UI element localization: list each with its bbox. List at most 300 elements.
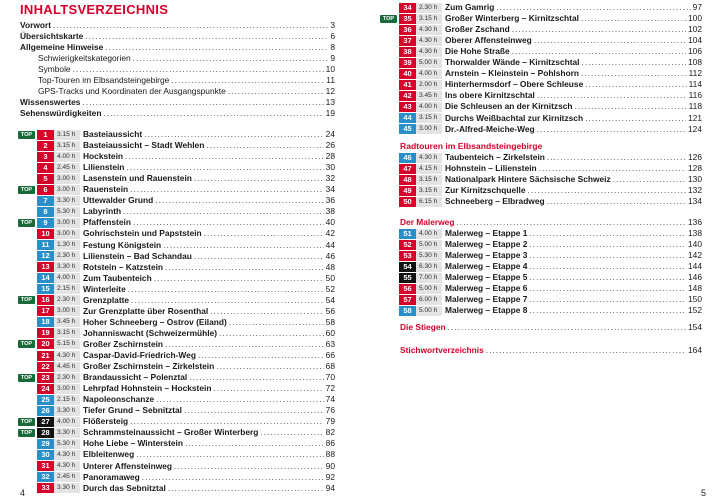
tour-page: 63 — [325, 338, 335, 349]
tour-row[interactable] — [380, 124, 702, 135]
leader-dots — [103, 108, 323, 119]
toc-page: 8 — [330, 42, 335, 52]
leader-dots — [123, 206, 324, 217]
tour-number-badge: 51 — [399, 229, 416, 239]
top-badge: TOP — [18, 219, 35, 227]
tour-number-badge: 21 — [37, 351, 54, 361]
toc-label: Allgemeine Hinweise — [20, 42, 104, 52]
tour-duration: 3.00 h — [54, 185, 80, 195]
tour-row[interactable] — [380, 185, 702, 196]
tour-page: 92 — [325, 471, 335, 482]
tour-duration: 6.15 h — [416, 197, 442, 207]
toc-row-stichwortverzeichnis[interactable] — [400, 345, 702, 356]
top-badge-slot — [380, 176, 397, 184]
tour-page: 128 — [688, 163, 702, 174]
tour-row[interactable] — [18, 129, 335, 140]
tour-row[interactable] — [18, 438, 335, 449]
tour-row[interactable] — [380, 79, 702, 90]
tour-row[interactable] — [18, 184, 335, 195]
tour-number-badge: 12 — [37, 251, 54, 261]
tour-row[interactable] — [380, 68, 702, 79]
tour-number-badge: 17 — [37, 306, 54, 316]
tour-duration: 3.00 h — [54, 229, 80, 239]
tour-number-badge: 23 — [37, 373, 54, 383]
tour-duration: 3.15 h — [416, 186, 442, 196]
top-badge-slot — [18, 197, 35, 205]
tour-duration: 2.15 h — [54, 284, 80, 294]
tour-duration: 3.30 h — [54, 196, 80, 206]
tour-number-badge: 47 — [399, 164, 416, 174]
leader-dots — [547, 196, 686, 207]
leader-dots — [105, 42, 328, 53]
tour-number-badge: 26 — [37, 406, 54, 416]
tour-title: Großer Winterberg – Kirnitzschtal — [445, 13, 579, 24]
tour-number-badge: 5 — [37, 174, 54, 184]
top-badge-slot — [18, 462, 35, 470]
tour-page: 72 — [325, 383, 335, 394]
leader-dots — [529, 294, 686, 305]
tour-duration: 4.15 h — [416, 164, 442, 174]
tour-title: Labyrinth — [83, 206, 122, 217]
tour-duration: 2.00 h — [416, 80, 442, 90]
tour-row[interactable] — [380, 163, 702, 174]
tour-duration: 5.00 h — [416, 58, 442, 68]
top-badge-slot — [18, 329, 35, 337]
tour-row[interactable] — [18, 140, 335, 151]
tour-duration: 4.00 h — [416, 102, 442, 112]
tour-row[interactable] — [18, 228, 335, 239]
tour-page: 58 — [325, 316, 335, 327]
top-badge-slot — [380, 230, 397, 238]
tour-row[interactable] — [18, 472, 335, 483]
top-badge-slot — [380, 92, 397, 100]
top-badge: TOP — [18, 131, 35, 139]
leader-dots — [213, 383, 323, 394]
tour-row[interactable] — [18, 372, 335, 383]
tour-number-badge: 30 — [37, 450, 54, 460]
leader-dots — [133, 53, 329, 64]
tour-page: 44 — [325, 239, 335, 250]
tour-row[interactable] — [18, 405, 335, 416]
tour-duration: 4.00 h — [416, 69, 442, 79]
tour-number-badge: 57 — [399, 295, 416, 305]
tour-duration: 4.30 h — [54, 450, 80, 460]
tour-row[interactable] — [380, 283, 702, 294]
top-badge-slot — [380, 198, 397, 206]
tour-number-badge: 55 — [399, 273, 416, 283]
tour-title: Lasensteín und Rauenstein — [83, 173, 192, 184]
leader-dots — [194, 173, 324, 184]
tour-page: 70 — [325, 372, 335, 383]
tour-row[interactable] — [380, 250, 702, 261]
leader-dots — [189, 372, 323, 383]
tour-row[interactable] — [18, 162, 335, 173]
tour-row[interactable] — [18, 217, 335, 228]
tour-number-badge: 54 — [399, 262, 416, 272]
toc-row[interactable] — [38, 86, 335, 97]
tour-row[interactable] — [18, 383, 335, 394]
leader-dots — [82, 97, 323, 108]
leader-dots — [168, 483, 324, 494]
tour-row[interactable] — [18, 427, 335, 438]
tour-page: 97 — [692, 2, 702, 12]
top-badge-slot — [380, 241, 397, 249]
top-badge-slot — [380, 114, 397, 122]
tour-title: Hoher Schneeberg – Ostrov (Eiland) — [83, 316, 227, 327]
tour-row[interactable] — [380, 174, 702, 185]
tour-number-badge: 1 — [37, 130, 54, 140]
tour-title: Caspar-David-Friedrich-Weg — [83, 350, 196, 360]
tour-number-badge: 36 — [399, 25, 416, 35]
top-badge-slot — [380, 252, 397, 260]
tour-row[interactable] — [380, 13, 702, 24]
tour-title: Großer Zschirnstein – Zirkelstein — [83, 361, 215, 372]
tour-title: Hockstein — [83, 151, 124, 162]
leader-dots — [155, 195, 323, 206]
tour-row[interactable] — [380, 2, 702, 13]
tour-page: 134 — [688, 196, 702, 207]
page-number-left: 4 — [20, 488, 26, 498]
tour-page: 132 — [688, 185, 702, 196]
top-badge: TOP — [380, 15, 397, 23]
leader-dots — [126, 162, 323, 173]
tour-page: 24 — [325, 129, 335, 139]
toc-label: Vorwort — [20, 20, 52, 30]
tour-row[interactable] — [18, 295, 335, 306]
tour-page: 118 — [688, 101, 702, 112]
tour-number-badge: 41 — [399, 80, 416, 90]
tour-number-badge: 11 — [37, 240, 54, 250]
tour-page: 104 — [688, 35, 702, 46]
right-page — [360, 0, 720, 504]
tour-page: 32 — [325, 173, 335, 184]
tour-row[interactable] — [18, 262, 335, 273]
tour-row[interactable] — [18, 449, 335, 460]
tour-duration: 2.45 h — [54, 163, 80, 173]
top-badge-slot — [18, 153, 35, 161]
tour-row[interactable] — [18, 240, 335, 251]
toc-label: Die Stiegen — [400, 322, 446, 332]
tour-row[interactable] — [380, 239, 702, 250]
toc-label: GPS-Tracks und Koordinaten der Ausgangspunkte — [38, 86, 226, 96]
tour-number-badge: 33 — [37, 483, 54, 493]
leader-dots — [529, 250, 686, 261]
tour-title: Malerweg – Etappe 1 — [445, 228, 528, 238]
tour-page: 94 — [325, 482, 335, 493]
tour-row[interactable] — [380, 101, 702, 112]
leader-dots — [512, 24, 686, 35]
tour-number-badge: 10 — [37, 229, 54, 239]
tour-page: 82 — [325, 427, 335, 438]
top-badge-slot — [18, 175, 35, 183]
tour-page: 28 — [325, 151, 335, 162]
tour-duration: 3.30 h — [54, 428, 80, 438]
toc-row[interactable] — [20, 97, 335, 108]
tour-duration: 4.00 h — [54, 273, 80, 283]
tour-row[interactable] — [380, 228, 702, 239]
leader-dots — [260, 427, 323, 438]
toc-row[interactable] — [20, 31, 335, 42]
leader-dots — [229, 317, 324, 328]
tour-duration: 5.00 h — [416, 284, 442, 294]
tour-page: 140 — [688, 239, 702, 250]
tour-duration: 4.00 h — [54, 417, 80, 427]
leader-dots — [581, 68, 687, 79]
tour-title: Großer Zschand — [445, 24, 510, 35]
tour-row[interactable] — [380, 24, 702, 35]
tour-row[interactable] — [18, 195, 335, 206]
leader-dots — [448, 322, 686, 333]
toc-row[interactable] — [20, 42, 335, 53]
tour-page: 42 — [325, 228, 335, 239]
tour-title: Flößersteig — [83, 416, 129, 427]
top-badge-slot — [18, 142, 35, 150]
tour-row[interactable] — [380, 57, 702, 68]
top-badge-slot — [380, 4, 397, 12]
tour-duration: 2.30 h — [54, 373, 80, 383]
top-badge: TOP — [18, 186, 35, 194]
tour-title: Nationalpark Hintere Sächsische Schweiz — [445, 174, 611, 185]
tour-title: Hohnstein – Lilienstein — [445, 163, 537, 174]
top-badge-slot — [18, 307, 35, 315]
tour-page: 66 — [325, 350, 335, 360]
tour-row[interactable] — [18, 251, 335, 262]
tour-duration: 5.00 h — [416, 306, 442, 316]
tour-row[interactable] — [18, 173, 335, 184]
leader-dots — [133, 217, 324, 228]
tour-duration: 1.30 h — [54, 240, 80, 250]
tour-duration: 2.45 h — [54, 472, 80, 482]
tour-duration: 2.30 h — [54, 251, 80, 261]
tour-row[interactable] — [380, 294, 702, 305]
tour-row[interactable] — [18, 394, 335, 405]
top-badge-slot — [380, 263, 397, 271]
toc-page: 3 — [330, 20, 335, 30]
tour-title: Malerweg – Etappe 7 — [445, 294, 528, 305]
tour-duration: 5.30 h — [54, 207, 80, 217]
leader-dots — [219, 328, 324, 339]
leader-dots — [537, 90, 687, 101]
tour-row[interactable] — [18, 350, 335, 361]
toc-page: 164 — [688, 345, 702, 355]
leader-dots — [529, 305, 686, 316]
leader-dots — [456, 217, 686, 228]
tour-row[interactable] — [380, 305, 702, 316]
tour-page: 142 — [688, 250, 702, 261]
tour-title: Hohe Liebe – Winterstein — [83, 438, 183, 449]
tour-row[interactable] — [18, 461, 335, 472]
toc-row-stiegen[interactable] — [400, 322, 702, 333]
tour-page: 86 — [325, 438, 335, 449]
tour-row[interactable] — [18, 317, 335, 328]
tour-title: Zum Taubenteich — [83, 272, 152, 283]
tour-page: 52 — [325, 283, 335, 294]
tour-page: 126 — [688, 152, 702, 162]
tour-duration: 3.15 h — [416, 113, 442, 123]
tour-title: Panoramaweg — [83, 471, 140, 482]
tour-page: 40 — [325, 217, 335, 228]
tour-row[interactable] — [18, 206, 335, 217]
tour-row[interactable] — [18, 151, 335, 162]
top-badge-slot — [380, 103, 397, 111]
toc-page: 12 — [325, 86, 335, 96]
toc-page: 154 — [688, 322, 702, 332]
tour-duration: 4.00 h — [54, 152, 80, 162]
leader-dots — [528, 185, 687, 196]
tour-page: 150 — [688, 294, 702, 305]
tour-row[interactable] — [380, 196, 702, 207]
toc-row[interactable] — [38, 64, 335, 75]
tour-row[interactable] — [18, 328, 335, 339]
top-badge: TOP — [18, 429, 35, 437]
tour-page: 34 — [325, 184, 335, 195]
toc-label: Top-Touren im Elbsandsteingebirge — [38, 75, 170, 85]
leader-dots — [585, 113, 686, 124]
leader-dots — [581, 13, 686, 24]
tour-duration: 3.30 h — [54, 406, 80, 416]
tour-number-badge: 35 — [399, 14, 416, 24]
leader-dots — [125, 151, 324, 162]
tour-number-badge: 46 — [399, 153, 416, 163]
tour-duration: 6.00 h — [416, 295, 442, 305]
toc-row-malerweg[interactable] — [400, 217, 702, 228]
toc-row[interactable] — [38, 53, 335, 64]
tour-row[interactable] — [380, 46, 702, 57]
top-badge-slot — [380, 125, 397, 133]
top-badge-slot — [18, 451, 35, 459]
tour-row[interactable] — [18, 416, 335, 427]
leader-dots — [534, 35, 686, 46]
tour-number-badge: 56 — [399, 284, 416, 294]
tour-title: Gohrischstein und Papststein — [83, 228, 202, 239]
tour-title: Thorwalder Wände – Kirnitzschtal — [445, 57, 580, 68]
tour-row[interactable] — [18, 273, 335, 284]
tour-page: 108 — [688, 57, 702, 68]
leader-dots — [228, 86, 324, 97]
top-badge-slot — [380, 296, 397, 304]
tour-title: Oberer Affensteinweg — [445, 35, 532, 46]
tour-title: Durch das Sebnitztal — [83, 482, 166, 493]
tour-page: 76 — [325, 405, 335, 416]
tour-duration: 3.15 h — [416, 14, 442, 24]
tour-duration: 2.30 h — [416, 3, 442, 13]
top-badge-slot — [18, 318, 35, 326]
tour-row[interactable] — [380, 152, 702, 163]
tour-number-badge: 8 — [37, 207, 54, 217]
leader-dots — [165, 339, 324, 350]
leader-dots — [198, 350, 324, 361]
tour-row[interactable] — [18, 284, 335, 295]
tour-number-badge: 48 — [399, 175, 416, 185]
tour-page: 38 — [325, 206, 335, 217]
tour-title: Basteiaussicht – Stadt Wehlen — [83, 140, 205, 151]
leader-dots — [206, 140, 323, 151]
leader-dots — [529, 239, 686, 250]
tour-row[interactable] — [18, 306, 335, 317]
tour-title: Unterer Affensteinweg — [83, 460, 173, 471]
tour-row[interactable] — [380, 90, 702, 101]
tour-row[interactable] — [380, 272, 702, 283]
toc-row[interactable] — [20, 20, 335, 31]
tour-title: Malerweg – Etappe 3 — [445, 250, 528, 261]
toc-row[interactable] — [20, 108, 335, 119]
tour-duration: 4.00 h — [416, 229, 442, 239]
tour-title: Die Hohe Straße — [445, 46, 510, 57]
tour-page: 46 — [325, 250, 335, 261]
leader-dots — [486, 345, 686, 356]
tour-duration: 3.30 h — [54, 262, 80, 272]
tour-page: 88 — [325, 449, 335, 460]
tour-title: Pfaffenstein — [83, 217, 131, 228]
leader-dots — [529, 272, 686, 283]
tour-row[interactable] — [18, 339, 335, 350]
tour-number-badge: 18 — [37, 317, 54, 327]
top-badge-slot — [380, 59, 397, 67]
tour-page: 102 — [688, 24, 702, 35]
leader-dots — [529, 261, 686, 272]
tour-title: Lilienstein — [83, 162, 125, 173]
top-badge-slot — [380, 70, 397, 78]
leader-dots — [142, 472, 324, 483]
tour-page: 124 — [688, 123, 702, 134]
tour-row[interactable] — [380, 261, 702, 272]
tour-title: Napoleonschanze — [83, 394, 155, 405]
tour-page: 112 — [688, 68, 702, 79]
tour-page: 152 — [688, 305, 702, 316]
tour-row[interactable] — [380, 35, 702, 46]
top-badge-slot — [18, 164, 35, 172]
tour-row[interactable] — [18, 361, 335, 372]
tour-duration: 3.00 h — [54, 218, 80, 228]
leader-dots — [131, 295, 324, 306]
tour-page: 26 — [325, 140, 335, 151]
tour-title: Elbleitenweg — [83, 449, 135, 460]
tour-row[interactable] — [380, 113, 702, 124]
toc-row[interactable] — [38, 75, 335, 86]
leader-dots — [216, 361, 323, 372]
tour-duration: 3.45 h — [416, 91, 442, 101]
leader-dots — [130, 416, 324, 427]
top-badge-slot — [380, 187, 397, 195]
tour-title: Johanniswacht (Schweizermühle) — [83, 327, 218, 338]
top-badge-slot — [18, 241, 35, 249]
toc-label: Stichwortverzeichnis — [400, 345, 484, 355]
leader-dots — [85, 31, 328, 42]
top-badge: TOP — [18, 340, 35, 348]
tour-row[interactable] — [18, 483, 335, 494]
leader-dots — [73, 64, 324, 75]
tour-number-badge: 27 — [37, 417, 54, 427]
top-badge-slot — [18, 407, 35, 415]
tour-title: Malerweg – Etappe 5 — [445, 272, 528, 283]
leader-dots — [575, 101, 687, 112]
top-badge: TOP — [18, 374, 35, 382]
top-badge-slot — [380, 81, 397, 89]
toc-label: Symbole — [38, 64, 71, 74]
tour-page: 30 — [325, 162, 335, 173]
leader-dots — [174, 461, 324, 472]
top-badge-slot — [380, 154, 397, 162]
tour-number-badge: 32 — [37, 472, 54, 482]
top-badge-slot — [380, 165, 397, 173]
tour-title: Uttewalder Grund — [83, 195, 154, 206]
top-badge-slot — [18, 252, 35, 260]
tour-page: 50 — [325, 272, 335, 283]
tour-page: 121 — [688, 112, 702, 123]
tour-title: Zur Grenzplatte über Rosenthal — [83, 305, 209, 316]
leader-dots — [529, 228, 686, 239]
leader-dots — [136, 449, 323, 460]
